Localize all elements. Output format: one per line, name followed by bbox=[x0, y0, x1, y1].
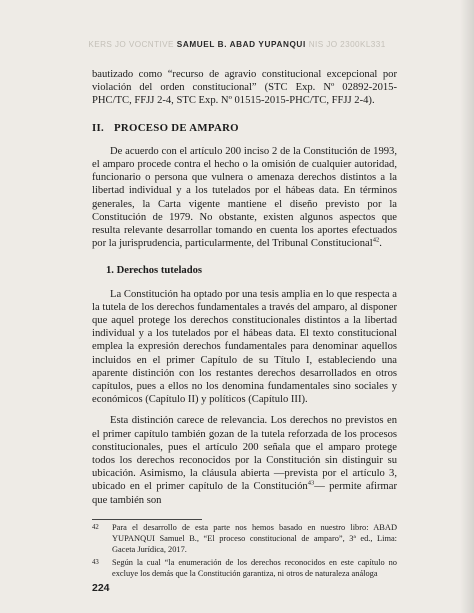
footnote-separator bbox=[92, 519, 202, 520]
main-text bbox=[92, 68, 397, 507]
section-title: PROCESO DE AMPARO bbox=[114, 121, 239, 134]
page-number: 224 bbox=[92, 582, 110, 594]
paragraph-continued: bautizado como “recurso de agravio constitucional excepcional por violación del orden constitucional” (STC Exp. Nº 02892-2015-PHC/TC, FFJJ 2-4, STC Exp. Nº 01515-2015-PHC/TC, FFJJ 2-4). bbox=[92, 69, 397, 107]
running-head-title: SAMUEL B. ABAD YUPANQUI bbox=[176, 40, 306, 49]
footnote-number: 42 bbox=[92, 524, 99, 531]
footnote-text: Para el desarrollo de esta parte nos hemos basado en nuestro libro: ABAD YUPANQUI Samuel B., “El proceso constitucional de amparo”, 3ª ed., Lima: Gaceta Jurídica, 2017. bbox=[112, 523, 397, 554]
footnotes bbox=[92, 523, 397, 583]
footnote-reference: 42 bbox=[372, 236, 380, 244]
footnote-number: 43 bbox=[92, 559, 99, 567]
footnote bbox=[92, 558, 397, 580]
subsection-heading: 1. Derechos tutelados bbox=[106, 265, 203, 277]
section-heading bbox=[92, 122, 397, 135]
running-head bbox=[0, 40, 474, 49]
paragraph bbox=[92, 145, 397, 251]
section-number: II. bbox=[92, 121, 105, 134]
paragraph-text: — permite afirmar que también son bbox=[92, 481, 397, 506]
paragraph: La Constitución ha optado por una tesis amplia en lo que respecta a la tutela de los derechos fundamentales a través del amparo, al disponer que aquel protege los derechos constitucionales distintos a la libertad individual y a los tutelados por el hábeas data. El texto constitucional emplea la expresión derechos fundamentales para denominar aquellos incluidos en el primer Capítulo de su Título I, estableciendo una aparente distinción con los restantes derechos desarrollados en otros capítulos, pues a ellos no los denomina fundamentales sino sociales y económicos (Capítulo II) y políticos (Capítulo III). bbox=[92, 288, 397, 406]
paragraph-text: Esta distinción carece de relevancia. Los derechos no previstos en el primer capítulo también gozan de la tutela reforzada de los procesos constitucionales, pues el artículo 200 señala que el amparo protege todos los derechos reconocidos por la Constitución sin distinguir su ubicación. Asimismo, la cláusula abierta —prevista por el artículo 3, ubicado en el primer capítulo de la Constitución bbox=[92, 415, 397, 493]
paragraph bbox=[92, 414, 397, 506]
page-gutter-shadow bbox=[460, 0, 474, 613]
footnote-reference: 43 bbox=[307, 479, 315, 487]
paragraph-end: . bbox=[379, 238, 382, 250]
bleed-through-text-right: NIS JO 2300KL331 bbox=[308, 40, 386, 49]
bleed-through-text-left: KERS JO VOCNTIVE bbox=[88, 40, 174, 49]
paragraph-spacer bbox=[92, 406, 397, 414]
footnote-text: Según la cual “la enumeración de los derechos reconocidos en este capítulo no excluye los demás que la Constitución garantiza, ni otros de naturaleza análoga bbox=[112, 558, 397, 579]
footnote bbox=[92, 523, 397, 555]
paragraph-text: De acuerdo con el artículo 200 inciso 2 de la Constitución de 1993, el amparo procede contra el hecho o la omisión de cualquier autoridad, funcionario o persona que vulnera o amenaza derechos distintos a la libertad individual y a los tutelados por el hábeas data. En términos generales, la Carta vigente mantiene el diseño previsto por la Constitución de 1979. No obstante, existen algunos aspectos que resulta relevante desarrollar tomando en cuenta los aportes efectuados por la jurisprudencia, particularmente, del Tribunal Constitucional bbox=[92, 145, 397, 250]
